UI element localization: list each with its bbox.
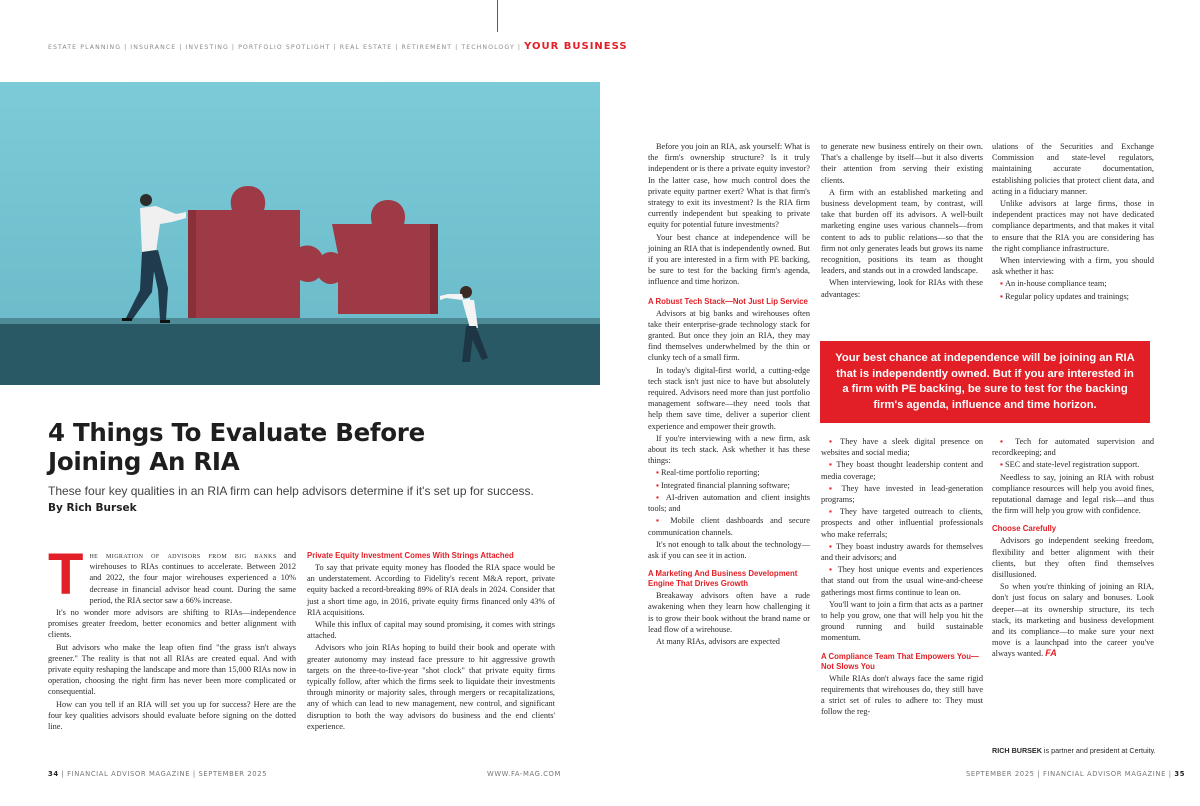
page-number-right: 35	[1174, 770, 1186, 778]
marketing-bullet: ▪ They have a sleek digital presence on websites and social media;	[821, 436, 983, 458]
headline-line-2: Joining An RIA	[48, 447, 240, 476]
puzzle-illustration	[0, 82, 600, 385]
column-4-bottom	[821, 436, 983, 718]
nav-item-real-estate[interactable]: REAL ESTATE	[339, 44, 393, 51]
tech-bullet: ▪ Real-time portfolio reporting;	[648, 467, 810, 478]
tech-bullet: ▪ Mobile client dashboards and secure communication channels.	[648, 515, 810, 537]
column-2	[307, 547, 555, 733]
footer-right-text: SEPTEMBER 2025 | FINANCIAL ADVISOR MAGAZINE |	[966, 770, 1172, 778]
col4-paragraph-3: When interviewing, look for RIAs with these advantages:	[821, 278, 983, 299]
column-5-top	[992, 141, 1154, 303]
heading-tech-stack: A Robust Tech Stack—Not Just Lip Service	[648, 296, 808, 306]
col4-paragraph-4: You'll want to join a firm that acts as a partner to help you grow, one that will help you hit the ground running and build sustainable momentum.	[821, 599, 983, 643]
author-bio	[992, 745, 1172, 756]
heading-choose-carefully: Choose Carefully	[992, 524, 1057, 534]
floor	[0, 324, 600, 385]
col3-paragraph-7: Breakaway advisors often have a rude awakening when they learn how challenging it is to grow their book without the brand name or lead flow of a wirehouse.	[648, 591, 810, 634]
nav-item-retirement[interactable]: RETIREMENT	[401, 44, 453, 51]
col5-paragraph-5: Advisors go independent seeking freedom, flexibility and better alignment with their clients, but they often find themselves disillusioned.	[992, 536, 1154, 580]
col5-paragraph-6-text: So when you're thinking of joining an RIA, don't just focus on salary and bonuses. Look deeper—at its ownership structure, its tech stack, its marketing and business development and its compliance—to make sure your next move is a launchpad into the career you've always wanted.	[992, 582, 1154, 659]
bio-name: RICH BURSEK	[992, 746, 1042, 755]
fa-endmark-logo: FA	[1045, 648, 1057, 659]
article-deck: These four key qualities in an RIA firm can help advisors determine if it's set up for success.	[48, 484, 534, 498]
col5-paragraph-4: Needless to say, joining an RIA with robust compliance resources will help you avoid fines, reputational damage and legal risk—and thus the firm will help you grow with confidence.	[992, 472, 1154, 516]
headline-line-1: 4 Things To Evaluate Before	[48, 418, 425, 447]
compliance-bullet: ▪ SEC and state-level registration support.	[992, 459, 1154, 470]
lead-paragraph	[48, 542, 297, 607]
footer-right	[966, 770, 1185, 778]
col1-paragraph-3: But advisors who make the leap often find "the grass isn't always greener." The reality is that not all RIAs are created equal. And with private equity reshaping the landscape and more than 15,000 RIAs now in operation, choosing the right firm has never been more complicated or consequential.	[48, 642, 296, 697]
col5-paragraph-2: Unlike advisors at large firms, those in independent practices may not have dedicated compliance departments, and that makes it vital to ensure that the RIA you are considering has the right compliance infrastructure.	[992, 199, 1154, 253]
col4-paragraph-2: A firm with an established marketing and business development team, by contrast, will take that burden off its advisors. A well-built marketing engine uses various channels—from content to ads to public relations—so that the firm not only generates leads but grows its name recognition, positions its team as thought leaders, and stands out in a crowded landscape.	[821, 187, 983, 276]
col1-paragraph-2: It's no wonder more advisors are shifting to RIAs—independence promises greater freedom, better economics and better alignment with clients.	[48, 608, 296, 640]
heading-compliance: A Compliance Team That Empowers You—Not Slows You	[821, 651, 979, 671]
marketing-bullet: ▪ They have targeted outreach to clients, prospects and other influential professionals who make referrals;	[821, 506, 983, 540]
lead-rest: and wirehouses to RIAs continues to accelerate. Between 2012 and 2022, the four major wirehouses experienced a 10% decrease in financial advisor head count. During the same period, the RIA sector saw a 66% increase.	[89, 551, 297, 605]
col3-paragraph-6: It's not enough to talk about the technology—ask if you can see it in action.	[648, 539, 810, 560]
drop-cap: T	[48, 542, 84, 607]
tech-bullet: ▪ AI-driven automation and client insights tools; and	[648, 492, 810, 514]
heading-private-equity: Private Equity Investment Comes With Strings Attached	[307, 551, 514, 560]
nav-item-insurance[interactable]: INSURANCE	[130, 44, 177, 51]
nav-item-technology[interactable]: TECHNOLOGY	[461, 44, 515, 51]
marketing-bullet: ▪ They have invested in lead-generation programs;	[821, 483, 983, 505]
article-headline	[48, 418, 588, 476]
col1-paragraph-4: How can you tell if an RIA will set you up for success? Here are the four key qualities advisors should evaluate before signing on the dotted line.	[48, 699, 296, 732]
marketing-bullet: ▪ They host unique events and experiences that stand out from the usual wine-and-cheese gatherings most firms continue to lean on.	[821, 564, 983, 598]
col3-paragraph-3: Advisors at big banks and wirehouses often take their enterprise-grade technology stack for granted. But once they join an RIA, they may find themselves underwhelmed by the thin or clunky tech of a small firm.	[648, 308, 810, 363]
col4-paragraph-5: While RIAs don't always face the same rigid requirements that wirehouses do, they still have a strict set of rules to adhere to: They must follow the reg-	[821, 673, 983, 717]
hero-illustration	[0, 82, 600, 385]
nav-item-your-business[interactable]: YOUR BUSINESS	[524, 41, 628, 52]
column-1	[48, 542, 297, 733]
col3-paragraph-4: In today's digital-first world, a cutting-edge tech stack isn't just nice to have but absolutely required. Advisors need more than just portfolio management software—they need tools that help them save time, deliver a superior client experience and empower their growth.	[648, 365, 810, 431]
nav-item-portfolio-spotlight[interactable]: PORTFOLIO SPOTLIGHT	[238, 44, 331, 51]
col3-paragraph-2: Your best chance at independence will be joining an RIA that is independently owned. But if you are interested in a firm with PE backing, be sure to test for the backing firm's agenda, influence and time horizon.	[648, 232, 810, 287]
col4-paragraph-1: to generate new business entirely on their own. That's a challenge by itself—but it also diverts their attention from serving their existing clients.	[821, 142, 983, 185]
pull-quote: Your best chance at independence will be joining an RIA that is independently owned. But if you are interested in a firm with PE backing, be sure to test for the backing firm's agenda, influence and time horizon.	[820, 341, 1150, 423]
col2-paragraph-2: While this influx of capital may sound promising, it comes with strings attached.	[307, 620, 555, 641]
col5-paragraph-1: ulations of the Securities and Exchange Commission and state-level regulators, maintaining accurate documentation, establishing policies that protect client data, and acting in a fiduciary manner.	[992, 142, 1154, 196]
byline: By Rich Bursek	[48, 502, 137, 514]
top-divider-line	[497, 0, 498, 32]
compliance-bullet: ▪ Tech for automated supervision and recordkeeping; and	[992, 436, 1154, 458]
heading-marketing: A Marketing And Business Development Engine That Drives Growth	[648, 569, 798, 589]
column-5-bottom	[992, 436, 1154, 661]
nav-item-estate-planning[interactable]: ESTATE PLANNING	[48, 44, 122, 51]
marketing-bullet: ▪ They boast industry awards for themselves and their advisors; and	[821, 541, 983, 563]
footer-center[interactable]	[487, 770, 561, 778]
column-4-top	[821, 141, 983, 301]
col2-paragraph-3: Advisors who join RIAs hoping to build their book and operate with greater autonomy may instead face pressure to hit aggressive growth targets on the three-to-five-year "shot clock" that private equity firms typically follow, after which the firms seek to liquidate their investments through minority or majority sales, through mergers or recapitalizations, any of which can lead to new management, new control, and significant disruption to both the way advisors do business and the end clients' experience.	[307, 643, 555, 731]
section-nav: ESTATE PLANNING | INSURANCE | INVESTING | PORTFOLIO SPOTLIGHT | REAL ESTATE | RETIREMENT | TECHNOLOGY | YOUR BUSINESS	[48, 41, 628, 52]
marketing-bullet: ▪ They boast thought leadership content and media coverage;	[821, 459, 983, 481]
page-number-left: 34	[48, 770, 59, 778]
col3-paragraph-1: Before you join an RIA, ask yourself: What is the firm's ownership structure? Is it truly independent or is there a private equity investor? In the latter case, how much control does the private equity partner exert? What is that firm's strategy to exit its investment? Is the RIA firm currently independent but speaking to private equity for potential future investments?	[648, 142, 810, 230]
footer-left: 34 | FINANCIAL ADVISOR MAGAZINE | SEPTEMBER 2025	[48, 770, 268, 778]
bio-text: is partner and president at Certuity.	[1043, 746, 1156, 755]
lead-caps: he migration of advisors from big banks	[89, 551, 277, 560]
website-link[interactable]: WWW.FA-MAG.COM	[487, 770, 561, 778]
compliance-bullet: ▪ Regular policy updates and trainings;	[992, 291, 1154, 302]
footer-left-text: FINANCIAL ADVISOR MAGAZINE | SEPTEMBER 2025	[67, 770, 268, 778]
col3-paragraph-8: At many RIAs, advisors are expected	[656, 636, 780, 646]
column-3	[648, 141, 810, 648]
tech-bullet: ▪ Integrated financial planning software;	[648, 480, 810, 491]
nav-item-investing[interactable]: INVESTING	[185, 44, 229, 51]
col3-paragraph-5: If you're interviewing with a new firm, ask about its tech stack. Ask whether it has these things:	[648, 433, 810, 466]
col5-paragraph-3: When interviewing with a firm, you should ask whether it has:	[992, 256, 1154, 277]
col5-paragraph-6	[992, 581, 1154, 659]
horizon-line	[0, 318, 600, 324]
compliance-bullet: ▪ An in-house compliance team;	[992, 278, 1154, 289]
col2-paragraph-1: To say that private equity money has flooded the RIA space would be an understatement. According to Fidelity's recent M&A report, private equity backed a record-breaking 89% of RIA deals in 2024. Consider that just a short time ago, in 2016, private equity firms financed only 43% of RIA acquisitions.	[307, 563, 555, 617]
